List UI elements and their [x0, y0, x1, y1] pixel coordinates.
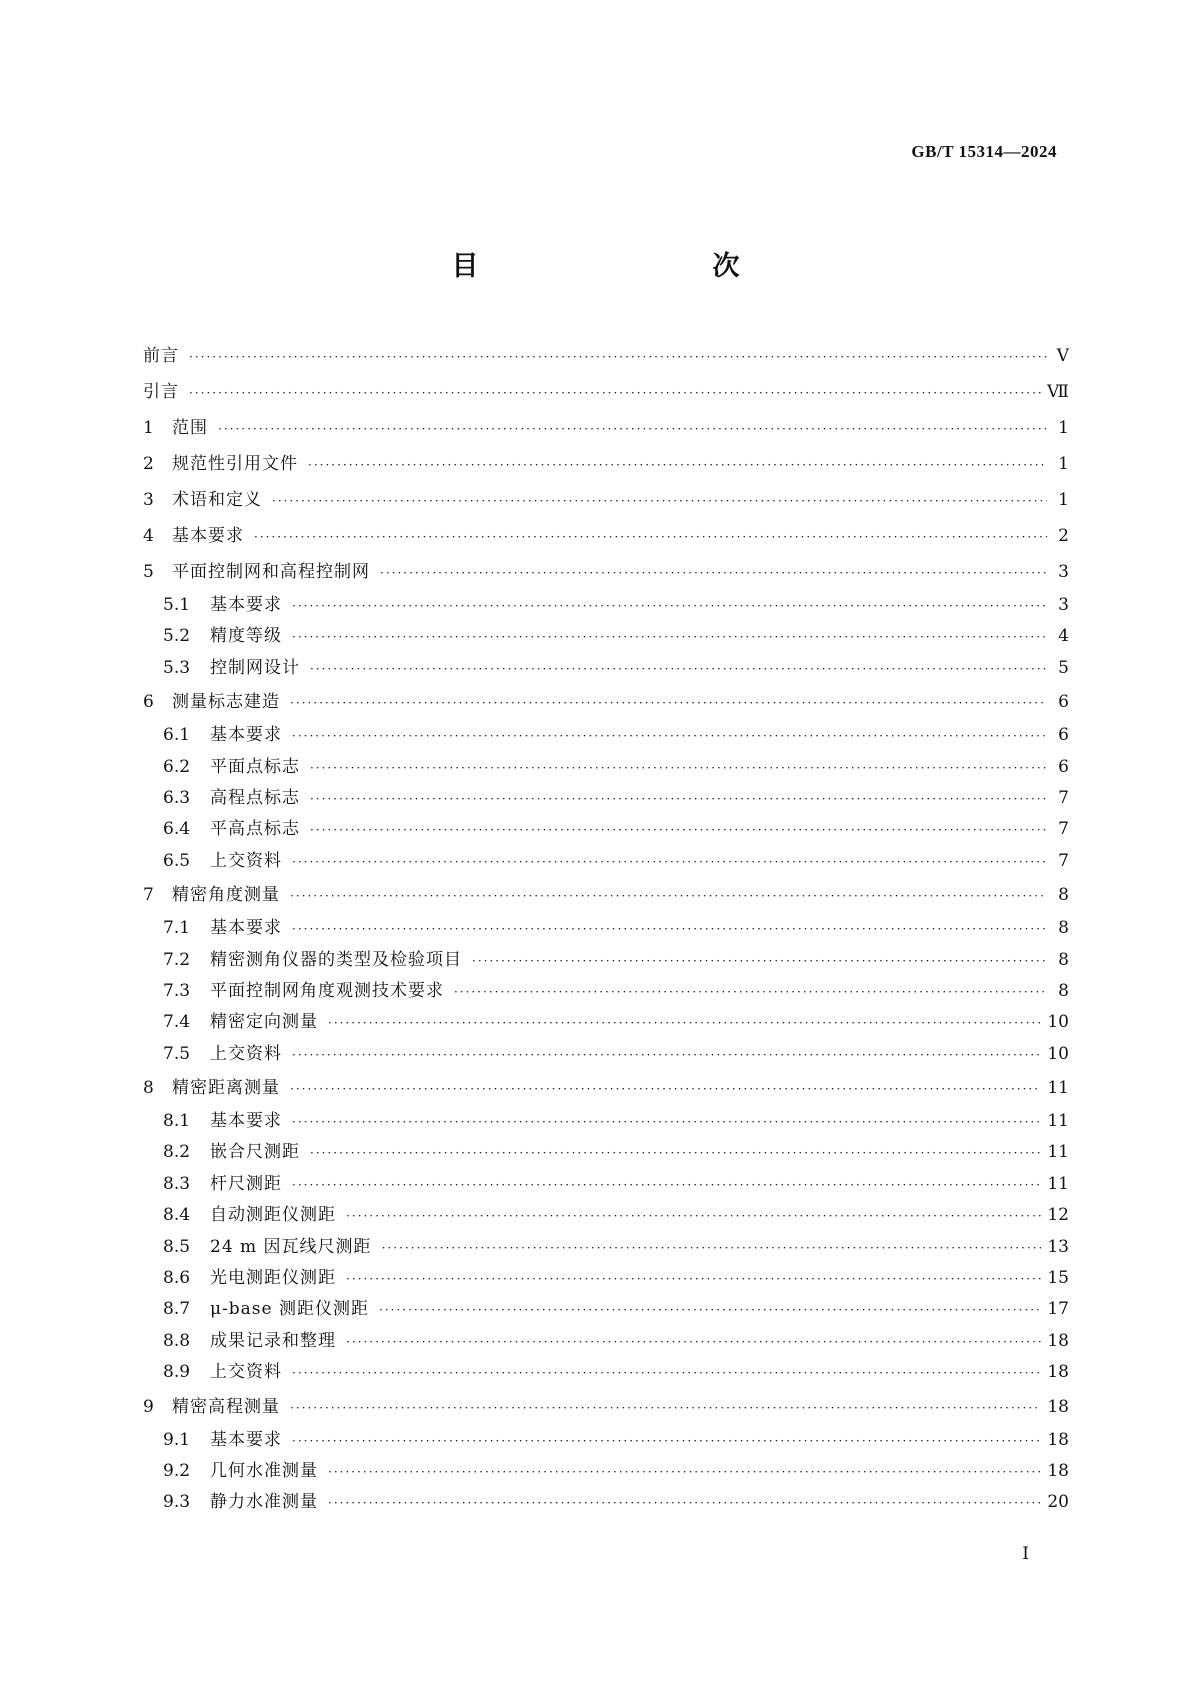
toc-entry[interactable] — [143, 1200, 1069, 1231]
toc-entry-page: 7 — [1058, 850, 1069, 871]
dot-leader — [328, 1457, 1041, 1488]
dot-leader — [189, 339, 1047, 375]
toc-entry-number: 6.3 — [163, 787, 191, 808]
toc-entry-number: 7.2 — [163, 949, 191, 970]
toc-entry-page: 7 — [1058, 819, 1069, 840]
toc-entry-title: 基本要求 — [210, 725, 282, 746]
toc-entry-number: 8 — [143, 1078, 154, 1099]
toc-entry-page: 6 — [1058, 725, 1069, 746]
toc-entry[interactable] — [143, 720, 1069, 751]
dot-leader — [290, 685, 1047, 721]
toc-entry[interactable] — [143, 446, 1069, 482]
toc-entry-title: 控制网设计 — [210, 657, 300, 678]
toc-entry-page: 6 — [1058, 756, 1069, 777]
dot-leader — [189, 375, 1041, 411]
toc-entry-number: 7.1 — [163, 918, 191, 939]
toc-entry-number: 6.1 — [163, 725, 191, 746]
page-title: 目 次 — [451, 251, 800, 282]
toc-entry-title: 引言 — [143, 382, 179, 402]
toc-entry[interactable] — [143, 482, 1069, 518]
toc-entry-number: 5.3 — [163, 657, 191, 678]
toc-entry-page: 11 — [1047, 1111, 1069, 1132]
toc-entry-title: 光电测距仪测距 — [210, 1268, 336, 1289]
page-number: Ⅰ — [1022, 1544, 1029, 1564]
toc-entry[interactable] — [143, 1169, 1069, 1200]
dot-leader — [472, 946, 1047, 977]
toc-entry[interactable] — [143, 976, 1069, 1007]
toc-entry-number: 6.5 — [163, 850, 191, 871]
toc-entry-number: 8.6 — [163, 1268, 191, 1289]
toc-entry-number: 8.5 — [163, 1236, 191, 1257]
toc-entry-number: 6 — [143, 692, 154, 713]
dot-leader — [292, 622, 1047, 653]
toc-entry-title: 上交资料 — [210, 1043, 282, 1064]
toc-entry[interactable] — [143, 1007, 1069, 1038]
toc-entry-number: 8.9 — [163, 1362, 191, 1383]
dot-leader — [292, 1040, 1041, 1071]
toc-entry-title: 几何水准测量 — [210, 1460, 318, 1481]
toc-entry-title: 平面控制网和高程控制网 — [172, 562, 370, 582]
toc-entry[interactable] — [143, 410, 1069, 446]
toc-entry-number: 4 — [143, 526, 154, 546]
toc-entry-title: μ-base 测距仪测距 — [210, 1299, 369, 1320]
toc-entry-page: 1 — [1058, 490, 1069, 510]
toc-entry-page: 8 — [1058, 885, 1069, 906]
toc-entry-title: 平面控制网角度观测技术要求 — [210, 980, 444, 1001]
toc-entry-number: 2 — [143, 454, 154, 474]
toc-entry[interactable] — [143, 374, 1069, 410]
dot-leader — [310, 784, 1047, 815]
toc-entry[interactable] — [143, 621, 1069, 652]
toc-entry[interactable] — [143, 590, 1069, 621]
dot-leader — [346, 1201, 1041, 1232]
toc-entry-number: 9 — [143, 1396, 154, 1417]
toc-entry-page: 18 — [1047, 1396, 1069, 1417]
toc-entry-number: 6.4 — [163, 819, 191, 840]
toc-entry[interactable] — [143, 684, 1069, 720]
toc-entry-page: 8 — [1058, 918, 1069, 939]
toc-entry-title: 静力水准测量 — [210, 1492, 318, 1513]
toc-entry-title: 平高点标志 — [210, 819, 300, 840]
dot-leader — [308, 447, 1047, 483]
toc-entry-number: 8.7 — [163, 1299, 191, 1320]
toc-entry-number: 9.2 — [163, 1460, 191, 1481]
table-of-contents — [143, 338, 1069, 1519]
dot-leader — [328, 1488, 1041, 1519]
standard-code: GB/T 15314—2024 — [911, 142, 1057, 161]
toc-entry-title: 规范性引用文件 — [172, 454, 298, 474]
toc-entry-page: 18 — [1047, 1460, 1069, 1481]
toc-entry[interactable] — [143, 518, 1069, 554]
toc-entry-number: 5.1 — [163, 595, 191, 615]
dot-leader — [310, 815, 1047, 846]
toc-entry-page: 1 — [1058, 454, 1069, 474]
toc-entry-title: 精密距离测量 — [172, 1078, 280, 1099]
dot-leader — [272, 483, 1047, 519]
dot-leader — [218, 411, 1047, 447]
toc-entry-page: 2 — [1058, 526, 1069, 546]
toc-entry[interactable] — [143, 1039, 1069, 1070]
toc-entry-page: 15 — [1047, 1268, 1069, 1289]
toc-entry[interactable] — [143, 1456, 1069, 1487]
dot-leader — [310, 753, 1047, 784]
dot-leader — [254, 519, 1047, 555]
toc-entry-page: 11 — [1047, 1173, 1069, 1194]
toc-entry-page: 1 — [1058, 418, 1069, 438]
toc-entry[interactable] — [143, 338, 1069, 374]
toc-entry-title: 精密定向测量 — [210, 1012, 318, 1033]
dot-leader — [346, 1264, 1041, 1295]
dot-leader — [380, 555, 1047, 591]
toc-entry-number: 9.3 — [163, 1492, 191, 1513]
toc-entry-number: 6.2 — [163, 756, 191, 777]
toc-entry-number: 7.4 — [163, 1012, 191, 1033]
toc-entry-number: 3 — [143, 490, 154, 510]
dot-leader — [292, 721, 1047, 752]
toc-entry-number: 8.1 — [163, 1111, 191, 1132]
dot-leader — [292, 591, 1047, 622]
toc-entry-title: 嵌合尺测距 — [210, 1142, 300, 1163]
toc-entry-page: 18 — [1047, 1362, 1069, 1383]
dot-leader — [292, 914, 1047, 945]
toc-entry-title: 前言 — [143, 346, 179, 366]
toc-entry-page: 18 — [1047, 1429, 1069, 1450]
toc-entry-number: 8.4 — [163, 1205, 191, 1226]
toc-entry[interactable] — [143, 1263, 1069, 1294]
toc-entry-number: 8.2 — [163, 1142, 191, 1163]
dot-leader — [292, 1107, 1041, 1138]
toc-entry-page: 8 — [1058, 980, 1069, 1001]
toc-entry-page: 20 — [1047, 1492, 1069, 1513]
toc-entry[interactable] — [143, 1294, 1069, 1325]
toc-entry-page: 10 — [1047, 1012, 1069, 1033]
toc-entry-page: 10 — [1047, 1043, 1069, 1064]
toc-entry-title: 平面点标志 — [210, 756, 300, 777]
toc-entry-number: 5 — [143, 562, 154, 582]
dot-leader — [382, 1233, 1042, 1264]
toc-entry-page: 11 — [1047, 1078, 1069, 1099]
toc-entry-page: 18 — [1047, 1330, 1069, 1351]
dot-leader — [290, 1071, 1041, 1107]
toc-entry[interactable] — [143, 752, 1069, 783]
toc-entry-page: Ⅶ — [1047, 382, 1069, 402]
toc-entry-page: 8 — [1058, 949, 1069, 970]
toc-entry-title: 高程点标志 — [210, 787, 300, 808]
dot-leader — [310, 1138, 1041, 1169]
toc-entry-title: 精密角度测量 — [172, 885, 280, 906]
toc-entry[interactable] — [143, 783, 1069, 814]
dot-leader — [292, 1358, 1041, 1389]
toc-entry[interactable] — [143, 877, 1069, 913]
toc-entry-number: 7.3 — [163, 980, 191, 1001]
toc-entry[interactable] — [143, 846, 1069, 877]
toc-entry[interactable] — [143, 1137, 1069, 1168]
toc-entry[interactable] — [143, 653, 1069, 684]
toc-entry-title: 范围 — [172, 418, 208, 438]
toc-entry-title: 术语和定义 — [172, 490, 262, 510]
toc-entry-number: 7.5 — [163, 1043, 191, 1064]
toc-entry-title: 24 m 因瓦线尺测距 — [210, 1236, 372, 1257]
toc-entry[interactable] — [143, 913, 1069, 944]
toc-entry[interactable] — [143, 814, 1069, 845]
toc-entry-page: 11 — [1047, 1142, 1069, 1163]
toc-entry-page: 6 — [1058, 692, 1069, 713]
dot-leader — [346, 1327, 1041, 1358]
dot-leader — [290, 1390, 1041, 1426]
dot-leader — [379, 1295, 1041, 1326]
dot-leader — [454, 977, 1047, 1008]
toc-entry-page: 12 — [1047, 1205, 1069, 1226]
dot-leader — [290, 878, 1047, 914]
dot-leader — [292, 1426, 1041, 1457]
toc-entry-number: 9.1 — [163, 1429, 191, 1450]
toc-entry-number: 8.8 — [163, 1330, 191, 1351]
toc-entry[interactable] — [143, 1106, 1069, 1137]
toc-entry-page: 5 — [1058, 657, 1069, 678]
toc-entry-number: 7 — [143, 885, 154, 906]
toc-entry[interactable] — [143, 1326, 1069, 1357]
toc-entry-page: 4 — [1058, 626, 1069, 647]
toc-entry-title: 基本要求 — [210, 595, 282, 615]
toc-entry-title: 精密高程测量 — [172, 1396, 280, 1417]
toc-entry-page: 7 — [1058, 787, 1069, 808]
toc-entry-page: 3 — [1058, 562, 1069, 582]
toc-entry-title: 基本要求 — [172, 526, 244, 546]
toc-entry-number: 8.3 — [163, 1173, 191, 1194]
toc-entry-title: 精度等级 — [210, 626, 282, 647]
toc-entry-title: 上交资料 — [210, 850, 282, 871]
toc-entry-number: 5.2 — [163, 626, 191, 647]
toc-entry-number: 1 — [143, 418, 154, 438]
toc-entry-title: 精密测角仪器的类型及检验项目 — [210, 949, 462, 970]
toc-entry-title: 基本要求 — [210, 1111, 282, 1132]
dot-leader — [310, 654, 1047, 685]
toc-entry[interactable] — [143, 554, 1069, 590]
toc-entry-title: 上交资料 — [210, 1362, 282, 1383]
dot-leader — [292, 1170, 1041, 1201]
toc-entry[interactable] — [143, 1070, 1069, 1106]
toc-entry[interactable] — [143, 1389, 1069, 1425]
toc-entry-title: 杆尺测距 — [210, 1173, 282, 1194]
toc-entry-page: 3 — [1058, 595, 1069, 615]
toc-entry-page: 13 — [1047, 1236, 1069, 1257]
toc-entry-page: Ⅴ — [1056, 346, 1069, 366]
toc-entry-title: 成果记录和整理 — [210, 1330, 336, 1351]
toc-entry-title: 基本要求 — [210, 918, 282, 939]
toc-entry[interactable] — [143, 1425, 1069, 1456]
toc-entry[interactable] — [143, 945, 1069, 976]
toc-entry[interactable] — [143, 1232, 1069, 1263]
toc-entry-title: 测量标志建造 — [172, 692, 280, 713]
toc-entry-title: 自动测距仪测距 — [210, 1205, 336, 1226]
dot-leader — [328, 1008, 1041, 1039]
toc-entry[interactable] — [143, 1357, 1069, 1388]
dot-leader — [292, 847, 1047, 878]
toc-entry[interactable] — [143, 1487, 1069, 1518]
toc-entry-page: 17 — [1047, 1299, 1069, 1320]
toc-entry-title: 基本要求 — [210, 1429, 282, 1450]
